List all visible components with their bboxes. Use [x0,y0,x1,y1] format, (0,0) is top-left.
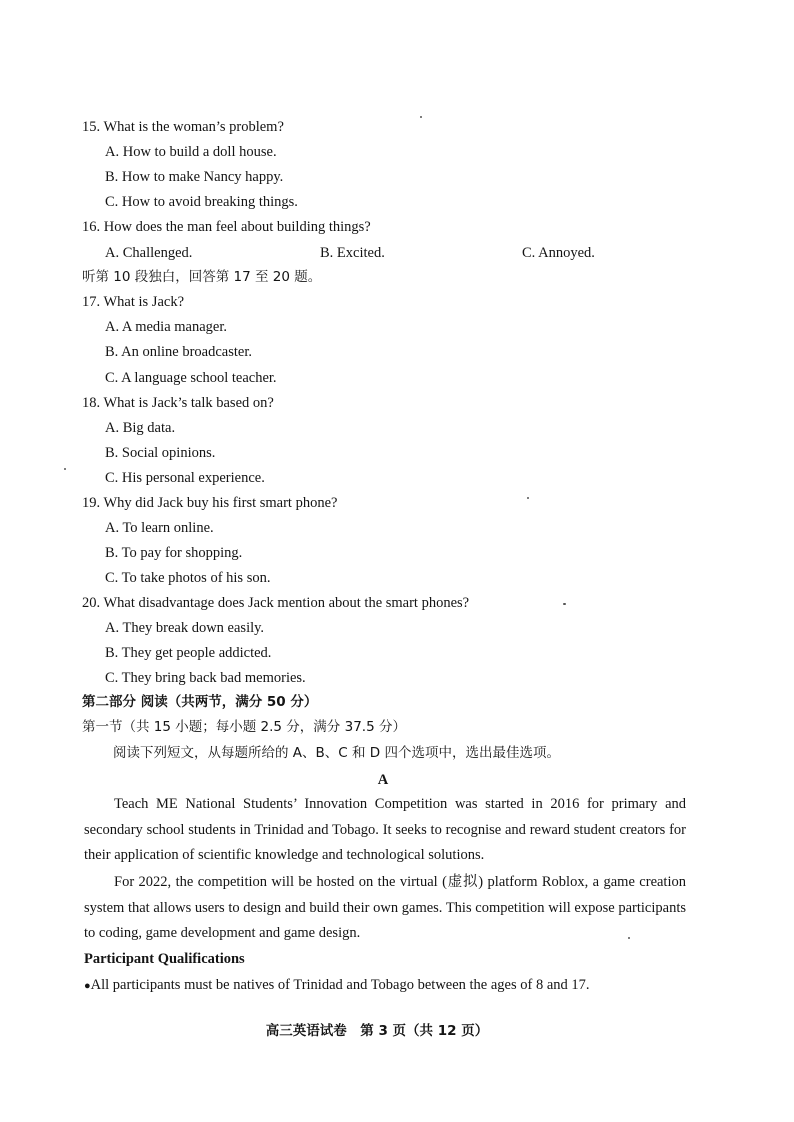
question-20-option-b: B. They get people addicted. [105,645,272,661]
question-20-option-a: A. They break down easily. [105,620,265,636]
scan-speck [527,497,529,499]
question-15-option-c: C. How to avoid breaking things. [105,194,298,210]
qualification-item [84,975,590,996]
question-18-stem: 18. What is Jack’s talk based on? [82,395,274,411]
listening-instruction-10: 听第 10 段独白，回答第 17 至 20 题。 [82,269,322,285]
question-15-option-a: A. How to build a doll house. [105,144,277,160]
question-18-option-b: B. Social opinions. [105,445,216,461]
passage-paragraph-2: For 2022, the competition will be hosted on the virtual (虚拟) platform Roblox, a game creation system that allows users to design and build their own games. This competition will expose participants to coding, game development and game design. [84,874,686,942]
scan-speck [64,468,66,470]
question-20-stem: 20. What disadvantage does Jack mention about the smart phones? [82,595,470,611]
page-footer: 高三英语试卷 第 3 页（共 12 页） [265,1023,489,1039]
question-16-stem: 16. How does the man feel about building things? [82,219,371,235]
question-15-option-b: B. How to make Nancy happy. [105,169,284,185]
question-15-stem: 15. What is the woman’s problem? [82,119,284,135]
scan-speck [563,603,566,605]
scan-speck [420,116,422,118]
question-19-option-a: A. To learn online. [105,520,214,536]
passage-paragraph-1: Teach ME National Students’ Innovation Competition was started in 2016 for primary and secondary school students in Trinidad and Tobago. It seeks to recognise and reward student creators for their application of scientific knowledge and technological solutions. [84,796,686,864]
question-17-option-c: C. A language school teacher. [105,370,277,386]
question-19-option-b: B. To pay for shopping. [105,545,243,561]
question-19-stem: 19. Why did Jack buy his first smart phone? [82,495,338,511]
question-19-option-c: C. To take photos of his son. [105,570,271,586]
question-17-stem: 17. What is Jack? [82,294,185,310]
question-20-option-c: C. They bring back bad memories. [105,670,306,686]
section1-title: 第一节（共 15 小题；每小题 2.5 分，满分 37.5 分） [82,719,406,735]
qualification-item-text: All participants must be natives of Trinidad and Tobago between the ages of 8 and 17. [90,977,590,993]
question-17-option-a: A. A media manager. [105,319,228,335]
question-16-option-c: C. Annoyed. [522,245,595,261]
scan-speck [628,937,630,939]
question-18-option-a: A. Big data. [105,420,176,436]
qualifications-heading: Participant Qualifications [84,951,245,967]
question-16-option-a: A. Challenged. [105,245,193,261]
passage-label: A [377,772,389,788]
bullet-icon: ● [84,980,91,992]
part2-title: 第二部分 阅读（共两节，满分 50 分） [82,694,318,710]
question-17-option-b: B. An online broadcaster. [105,344,252,360]
question-18-option-c: C. His personal experience. [105,470,265,486]
question-16-option-b: B. Excited. [320,245,385,261]
reading-instruction: 阅读下列短文，从每题所给的 A、B、C 和 D 四个选项中，选出最佳选项。 [113,745,560,761]
